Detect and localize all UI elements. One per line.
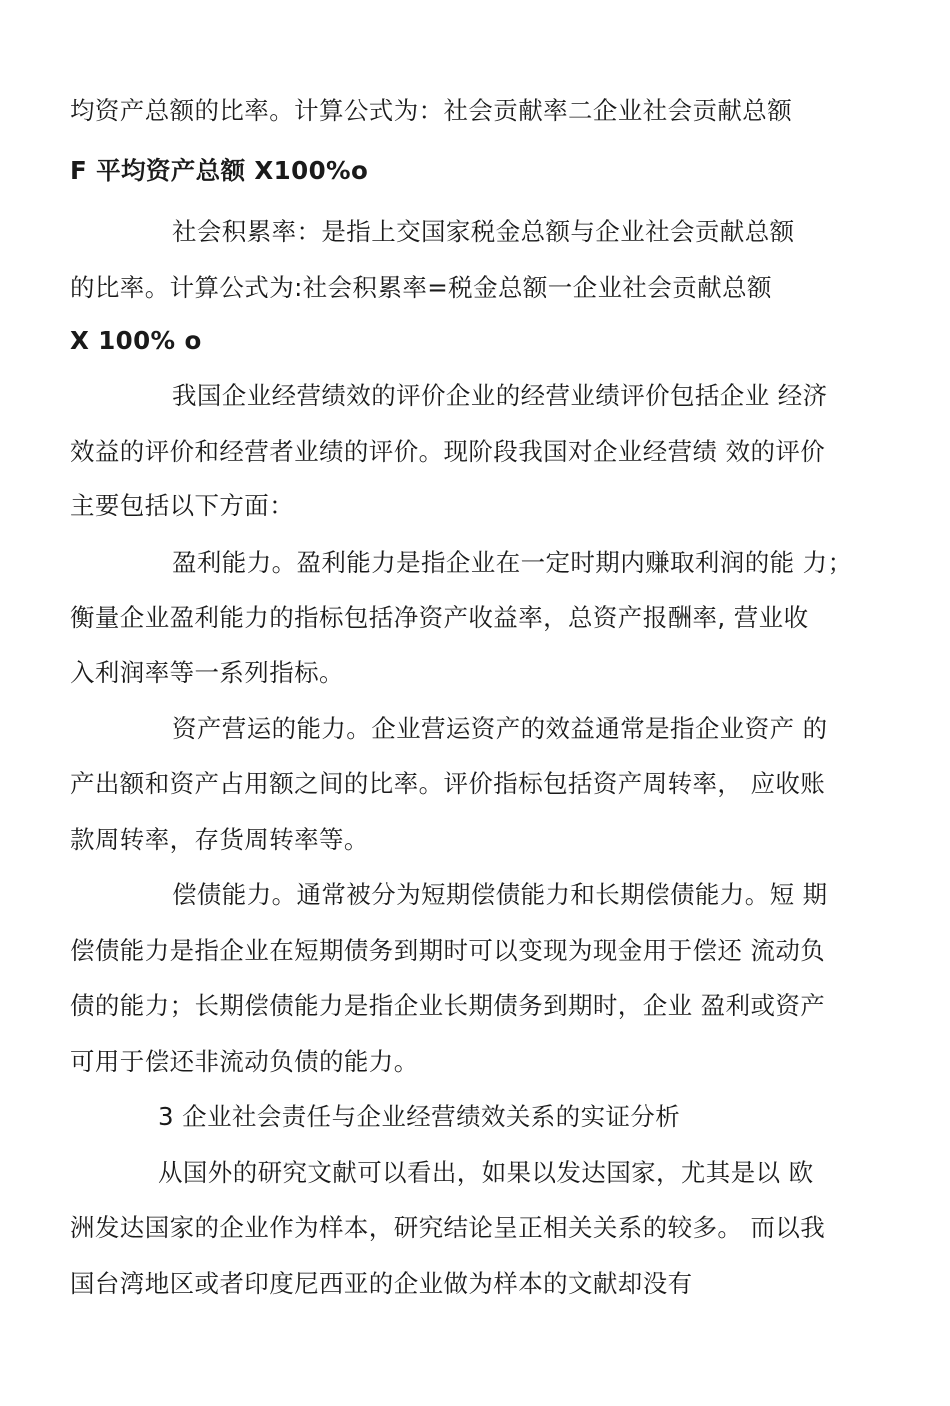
paragraph-start: 资产营运的能力。企业营运资产的效益通常是指企业资产 的 — [172, 714, 828, 743]
formula-line: X 100% o — [70, 326, 202, 355]
text-line: 效益的评价和经营者业绩的评价。现阶段我国对企业经营绩 效的评价 — [70, 437, 826, 466]
text-line: 衡量企业盈利能力的指标包括净资产收益率，总资产报酬率, 营业收 — [70, 603, 809, 632]
paragraph-start: 我国企业经营绩效的评价企业的经营业绩评价包括企业 经济 — [172, 381, 828, 410]
text-line: 入利润率等一系列指标。 — [70, 658, 344, 687]
text-line: 洲发达国家的企业作为样本，研究结论呈正相关关系的较多。 而以我 — [70, 1213, 826, 1242]
paragraph-start: 偿债能力。通常被分为短期偿债能力和长期偿债能力。短 期 — [172, 880, 828, 909]
text-line: 国台湾地区或者印度尼西亚的企业做为样本的文献却没有 — [70, 1269, 693, 1298]
section-heading: 3 企业社会责任与企业经营绩效关系的实证分析 — [158, 1102, 681, 1131]
text-line: 可用于偿还非流动负债的能力。 — [70, 1047, 419, 1076]
text-line: 均资产总额的比率。计算公式为：社会贡献率二企业社会贡献总额 — [70, 96, 793, 125]
paragraph-start: 社会积累率：是指上交国家税金总额与企业社会贡献总额 — [172, 217, 795, 246]
paragraph-start: 从国外的研究文献可以看出，如果以发达国家，尤其是以 欧 — [158, 1158, 814, 1187]
formula-line: F 平均资产总额 X100%o — [70, 156, 369, 185]
text-line: 产出额和资产占用额之间的比率。评价指标包括资产周转率， 应收账 — [70, 769, 826, 798]
text-line: 债的能力；长期偿债能力是指企业长期债务到期时，企业 盈利或资产 — [70, 991, 826, 1020]
text-line: 的比率。计算公式为:社会积累率=税金总额一企业社会贡献总额 — [70, 273, 772, 302]
text-line: 主要包括以下方面： — [70, 491, 295, 520]
paragraph-start: 盈利能力。盈利能力是指企业在一定时期内赚取利润的能 力； — [172, 548, 853, 577]
text-line: 款周转率，存货周转率等。 — [70, 825, 369, 854]
text-line: 偿债能力是指企业在短期债务到期时可以变现为现金用于偿还 流动负 — [70, 936, 826, 965]
